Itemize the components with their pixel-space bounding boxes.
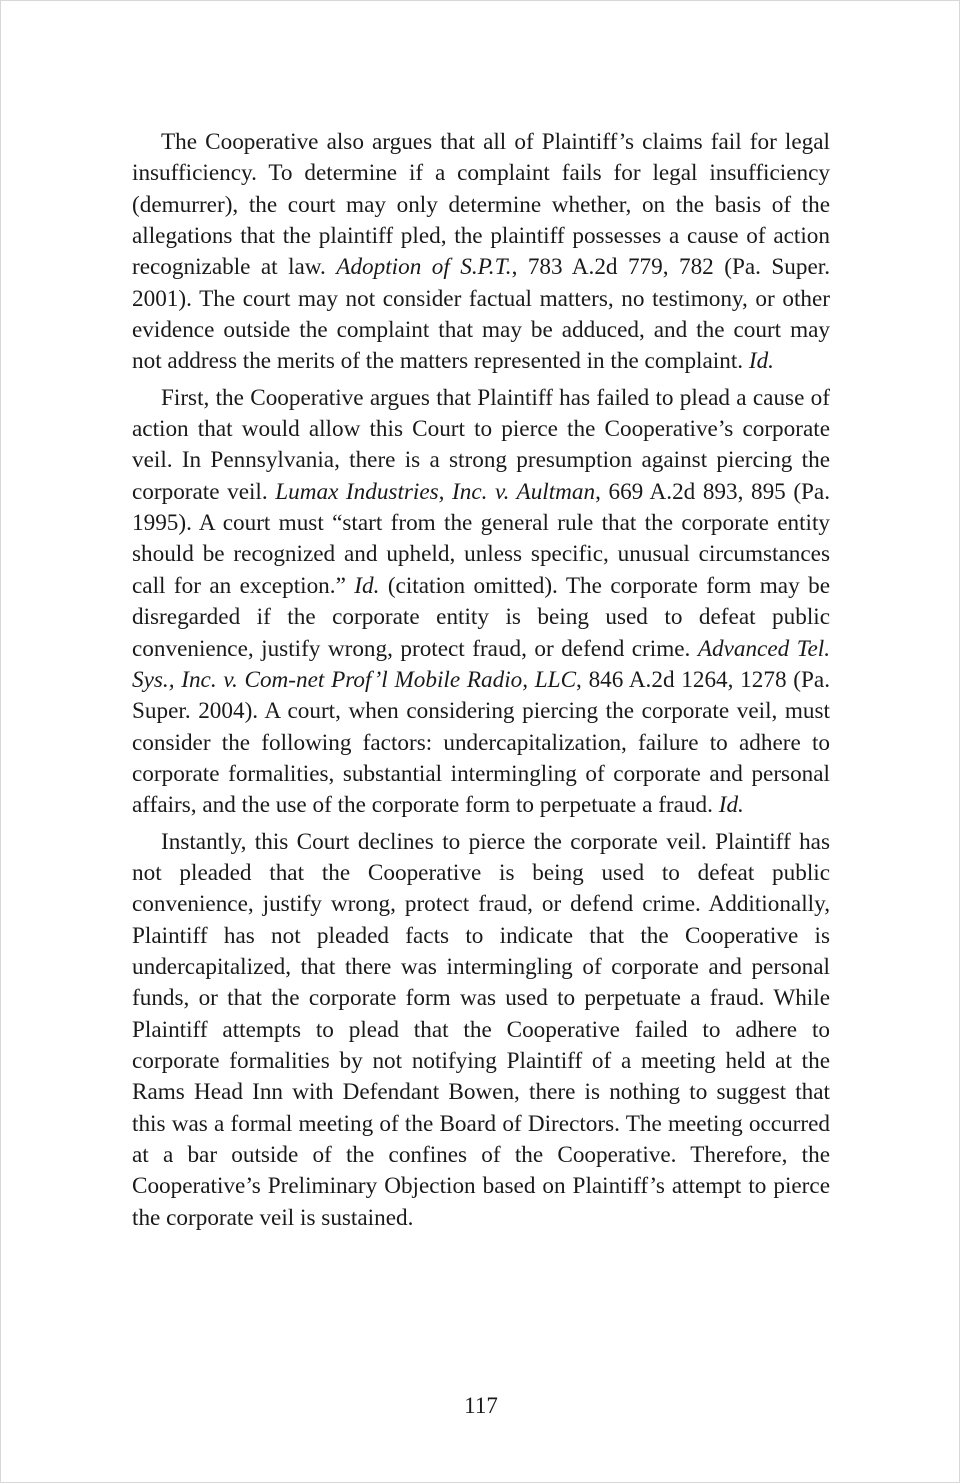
paragraph-text: The Cooperative also argues that all of Plaintiff’s claims fail for legal insufficiency. To determine if a complaint fails for legal insufficiency (demurrer), the court may only determine whether, on the basis of the allegations that the plaintiff pled, the plaintiff possesses a cause of action recognizable at law. xyxy=(132,129,830,281)
case-citation: Id. xyxy=(718,792,744,819)
case-citation: Id. xyxy=(354,572,380,599)
paragraph-text: , 846 A.2d 1264, 1278 (Pa. Super. 2004). A court, when considering piercing the corporate veil, must consider the following factors: undercapitalization, failure to adhere to corporate formalities, substantial intermingling of corporate and personal affairs, and the use of the corporate form to perpetuate a fraud. xyxy=(132,666,830,819)
case-citation: Lumax Industries, Inc. v. Aultman xyxy=(275,478,596,505)
paragraph-text: (citation omitted). The corporate form may be disregarded if the corporate entity is being used to defeat public convenience, justify wrong, protect fraud, or defend crime. xyxy=(132,572,830,662)
paragraph-text: , 669 A.2d 893, 895 (Pa. 1995). A court must “start from the general rule that the corporate entity should be recognized and upheld, unless specific, unusual circumstances call for an exception.” xyxy=(132,478,831,599)
case-citation: Adoption of S.P.T. xyxy=(336,254,512,281)
paragraph-3 xyxy=(132,827,830,1234)
paragraph-2 xyxy=(132,383,830,822)
paragraph-1 xyxy=(132,127,830,378)
paragraph-text: Instantly, this Court declines to pierce the corporate veil. Plaintiff has not pleaded that the Cooperative is being used to defeat public convenience, justify wrong, protect fraud, or defend crime. Additionally, Plaintiff has not pleaded facts to indicate that the Cooperative is undercapitalized, that there was intermingling of corporate and personal funds, or that the corporate form was used to perpetuate a fraud. While Plaintiff attempts to plead that the Cooperative failed to adhere to corporate formalities by not notifying Plaintiff of a meeting held at the Rams Head Inn with Defendant Bowen, there is nothing to suggest that this was a formal meeting of the Board of Directors. The meeting occurred at a bar outside of the confines of the Cooperative. Therefore, the Cooperative’s Preliminary Objection based on Plaintiff’s attempt to pierce the corporate veil is sustained. xyxy=(132,828,830,1231)
paragraph-text: , 783 A.2d 779, 782 (Pa. Super. 2001). The court may not consider factual matters, no testimony, or other evidence outside the complaint that may be adduced, and the court may not address the merits of the matters represented in the complaint. xyxy=(132,254,830,375)
paragraph-text: First, the Cooperative argues that Plaintiff has failed to plead a cause of action that would allow this Court to pierce the Cooperative’s corporate veil. In Pennsylvania, there is a strong presumption against piercing the corporate veil. xyxy=(132,384,830,505)
case-citation: Id. xyxy=(748,348,774,375)
body-text xyxy=(132,127,830,1234)
case-citation: Advanced Tel. Sys., Inc. v. Com-net Prof’l Mobile Radio, LLC xyxy=(132,635,830,693)
page-number: 117 xyxy=(464,1393,498,1418)
